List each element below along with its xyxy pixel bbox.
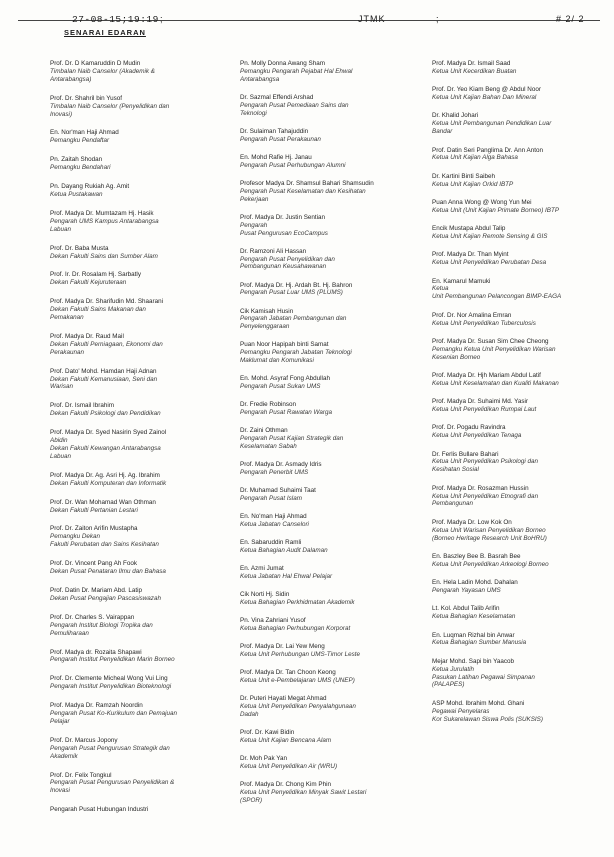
fax-sender-id: JTMK [358, 14, 386, 24]
fax-separator-2: ; [436, 14, 439, 24]
recipient-name: Prof. Dr. Pogadu Ravindra [432, 424, 506, 432]
recipient-name: Pn. Vina Zahriani Yusof [240, 617, 306, 625]
recipient-position: Pemangku Ketua Unit Penyelidikan Warisan [432, 345, 556, 353]
recipient-name: Prof. Madya Dr. Chong Kim Phin [240, 781, 331, 789]
recipient-entry [240, 308, 420, 332]
recipient-entry [50, 402, 226, 418]
recipient-position: Pengarah Pusat Penyelidikan dan [240, 255, 335, 263]
recipient-position: Pengarah Institut Penyelidikan Marin Borneo [50, 656, 175, 664]
recipient-entry [432, 424, 608, 440]
recipient-position: Teknologi [240, 109, 267, 117]
recipient-position: Ketua Bahagian Audit Dalaman [240, 547, 328, 555]
recipient-entry [432, 451, 608, 475]
recipient-entry [432, 519, 608, 543]
recipient-entry [432, 579, 608, 595]
recipient-entry [432, 338, 608, 362]
recipient-entry [50, 183, 226, 199]
recipient-name: Prof. Madya Dr. Raud Mail [50, 332, 124, 340]
recipient-entry [240, 94, 420, 118]
recipient-entry [50, 368, 226, 392]
recipient-entry [240, 643, 420, 659]
recipient-position: Pelajar [50, 717, 70, 725]
recipient-name: Mejar Mohd. Sapi bin Yaacob [432, 657, 515, 665]
recipient-name: Prof. Dr. Zaiton Arifin Mustapha [50, 525, 138, 533]
recipient-position: Pengarah Pusat Luar UMS (PLUMS) [240, 289, 343, 297]
recipient-position: Pengarah Pusat Perakaunan [240, 135, 321, 143]
recipient-name: Prof. Dr. Marcus Jopony [50, 736, 118, 744]
recipient-position: Pengarah UMS Kampus Antarabangsa [50, 217, 159, 225]
recipient-entry [50, 675, 226, 691]
recipient-position: (SPOR) [240, 796, 263, 804]
recipient-position: Pemangku Pengarah Jabatan Teknologi [240, 349, 352, 357]
recipient-position: Pemakanan [50, 314, 84, 322]
recipient-position: Abidin [50, 437, 68, 445]
recipient-position: Ketua Unit Kajian Orkid IBTP [432, 180, 514, 188]
recipient-entry [50, 333, 226, 357]
recipient-position: Antarabangsa) [50, 75, 92, 83]
recipient-entry [50, 649, 226, 665]
recipient-position: Pemangku Pengarah Pejabat Hal Ehwal [240, 67, 353, 75]
recipient-position: Ketua [432, 285, 449, 293]
recipient-name: Dr. Fredie Robinson [240, 401, 296, 409]
recipient-name: En. Baszley Bee B. Basrah Bee [432, 552, 521, 560]
recipient-name: Prof. Dr. Baba Musta [50, 244, 109, 252]
recipient-position: Pegawai Penyelaras [432, 707, 490, 715]
recipient-position: Pengarah Pusat Kajian Strategik dan [240, 435, 344, 443]
recipient-position: Pemangku Pendaftar [50, 137, 110, 145]
recipient-position: Pembangunan Keusahawanan [240, 263, 327, 271]
recipient-position: Pengarah Pusat Pengurusan Strategik dan [50, 744, 170, 752]
recipient-entry [432, 60, 608, 76]
recipient-entry [50, 499, 226, 515]
distribution-list-heading: SENARAI EDARAN [64, 28, 146, 37]
recipient-entry [432, 553, 608, 569]
distribution-column-2 [240, 60, 420, 815]
recipient-position: Ketua Jurulatih [432, 665, 475, 673]
recipient-name: En. No'man Haji Ahmad [240, 513, 307, 521]
recipient-position: Pemuliharaan [50, 629, 89, 637]
recipient-name: Prof. Madya dr. Rozaita Shapawi [50, 648, 142, 656]
recipient-entry [240, 461, 420, 477]
recipient-entry [432, 658, 608, 690]
recipient-position: Dekan Fakulti Kejuruteraan [50, 279, 127, 287]
recipient-entry [240, 128, 420, 144]
recipient-name: Prof. Dr. Kawi Bidin [240, 729, 295, 737]
recipient-position: Kesihatan Sosial [432, 466, 479, 474]
recipient-position: Pengarah Institut Penyelidikan Bioteknologi [50, 683, 172, 691]
recipient-position: Ketua Unit Penyelidikan Tenaga [432, 432, 522, 440]
recipient-position: Kor Sukarelawan Siswa Polis (SUKSIS) [432, 715, 543, 723]
recipient-name: Prof. Madya Dr. Hjh Mariam Abdul Latif [432, 371, 541, 379]
recipient-entry [50, 806, 226, 814]
recipient-position: Warisan [50, 383, 73, 391]
recipient-entry [50, 210, 226, 234]
recipient-position: Ketua Unit Penyelidikan Penyalahgunaan [240, 703, 356, 711]
distribution-column-1 [50, 60, 226, 825]
recipient-entry [240, 60, 420, 84]
recipient-name: Dr. Sulaiman Tahajuddin [240, 127, 309, 135]
recipient-entry [240, 214, 420, 238]
recipient-position: Dekan Fakulti Kemanusiaan, Seni dan [50, 375, 158, 383]
recipient-entry [432, 199, 608, 215]
recipient-entry [432, 485, 608, 509]
recipient-position: Pengarah Pusat Keselamatan dan Kesihatan [240, 187, 366, 195]
recipient-position: Ketua Unit Penyelidikan Etnografi dan [432, 492, 539, 500]
recipient-entry [50, 129, 226, 145]
recipient-position: Antarabangsa [240, 75, 280, 83]
recipient-entry [432, 251, 608, 267]
recipient-position: Ketua Bahagian Keselamatan [432, 613, 516, 621]
recipient-name: Prof. Madya Dr. Tan Choon Keong [240, 669, 336, 677]
recipient-name: Dr. Moh Pak Yan [240, 755, 288, 763]
recipient-position: Ketua Unit Kajian Remote Sensing & GIS [432, 233, 548, 241]
recipient-entry [240, 565, 420, 581]
recipient-position: Keselamatan Sabah [240, 443, 297, 451]
recipient-name: En. Mohd. Asyraf Fong Abdullah [240, 375, 330, 383]
recipient-name: En. Luqman Rizhal bin Anwar [432, 631, 515, 639]
recipient-position: Ketua Bahagian Perhubungan Korporat [240, 625, 351, 633]
recipient-entry [240, 591, 420, 607]
recipient-entry [240, 513, 420, 529]
recipient-position: Timbalan Naib Canselor (Penyelidikan dan [50, 102, 170, 110]
recipient-entry [240, 341, 420, 365]
recipient-position: Pengarah Yayasan UMS [432, 587, 501, 594]
recipient-position: Pengarah Pusat Ko-Kurikulum dan Pemajuan [50, 710, 178, 718]
recipient-name: Puan Anna Wong @ Wong Yun Mei [432, 198, 532, 206]
recipient-name: Dr. Muhamad Suhaimi Taat [240, 487, 316, 495]
recipient-entry [50, 560, 226, 576]
recipient-name: Encik Mustapa Abdul Talip [432, 225, 506, 233]
recipient-entry [50, 772, 226, 796]
recipient-entry [240, 427, 420, 451]
recipient-name: En. Hela Ladin Mohd. Dahalan [432, 579, 518, 587]
recipient-position: Fakulti Perubatan dan Sains Kesihatan [50, 541, 159, 549]
recipient-name: Prof. Dr. D Kamaruddin D Mudin [50, 60, 141, 67]
recipient-name: Prof. Dr. Ismail Ibrahim [50, 402, 115, 410]
recipient-position: Dekan Fakulti Sains dan Sumber Alam [50, 252, 158, 260]
recipient-position: Ketua Unit Kajian Bencana Alam [240, 737, 332, 745]
recipient-entry [432, 112, 608, 136]
recipient-entry [432, 312, 608, 328]
recipient-name: Prof. Dr. Vincent Pang Ah Fook [50, 560, 138, 568]
recipient-entry [432, 398, 608, 414]
recipient-entry [50, 298, 226, 322]
recipient-position: Pengarah Pusat Pemediaan Sains dan [240, 101, 349, 109]
recipient-position: Pasukan Latihan Pegawai Simpanan [432, 673, 535, 681]
recipient-position: Labuan [50, 225, 72, 233]
recipient-position: Dekan Pusat Pengajian Pascasiswazah [50, 594, 161, 602]
recipient-position: Pengarah [240, 221, 268, 229]
recipient-position: Dekan Fakulti Perniagaan, Ekonomi dan [50, 340, 163, 348]
recipient-position: (PALAPES) [432, 681, 465, 689]
recipient-entry [240, 669, 420, 685]
recipient-name: Prof. Dr. Charles S. Vairappan [50, 613, 135, 621]
recipient-name: Prof. Dr. Clemente Micheal Wong Vui Ling [50, 675, 168, 683]
recipient-name: Prof. Madya Dr. Asmady Idris [240, 461, 322, 469]
recipient-entry [432, 605, 608, 621]
recipient-position: Ketua Unit Penyelidikan Minyak Sawit Lestari [240, 789, 367, 797]
recipient-entry [240, 755, 420, 771]
recipient-name: Prof. Dr. Shahril bin Yusof [50, 94, 122, 102]
recipient-position: Bandar [432, 128, 453, 136]
recipient-position: (Borneo Heritage Research Unit BoHRU) [432, 534, 547, 542]
recipient-name: Dr. Ramzoni Ali Hassan [240, 247, 307, 255]
recipient-name: Prof. Madya Dr. Ramzah Noordin [50, 702, 143, 710]
recipient-position: Ketua Unit Penyelidikan Air (WRU) [240, 763, 338, 771]
recipient-name: Prof. Madya Dr. Low Kok On [432, 518, 512, 526]
recipient-name: Prof. Dr. Wan Mohamad Wan Othman [50, 498, 156, 506]
recipient-name: Prof. Madya Dr. Rosazman Hussin [432, 484, 529, 492]
recipient-position: Ketua Unit Kecerdikan Buatan [432, 67, 517, 75]
distribution-column-3 [432, 60, 608, 734]
recipient-position: Pemangku Bendahari [50, 164, 111, 172]
recipient-name: Prof. Madya Dr. Ag. Asri Hj. Ag. Ibrahim [50, 471, 160, 479]
recipient-position: Perakaunan [50, 348, 84, 356]
recipient-position: Ketua Unit Warisan Penyelidikan Borneo [432, 526, 546, 534]
recipient-name: Profesor Madya Dr. Shamsul Bahari Shamsudin [240, 179, 374, 187]
recipient-position: Timbalan Naib Canselor (Akademik & [50, 67, 155, 75]
recipient-position: Pengarah Penerbit UMS [240, 469, 309, 477]
recipient-entry [240, 375, 420, 391]
recipient-entry [240, 729, 420, 745]
recipient-name: Puan Noor Hapipah binti Samat [240, 341, 329, 349]
recipient-entry [50, 429, 226, 461]
recipient-name: Dr. Puteri Hayati Megat Ahmad [240, 695, 327, 703]
recipient-position: Ketua Unit Keselamatan dan Kualiti Makanan [432, 379, 559, 387]
recipient-name: Prof. Madya Dr. Ismail Saad [432, 60, 511, 67]
recipient-position: Pengarah Pusat Sukan UMS [240, 383, 321, 391]
recipient-entry [50, 525, 226, 549]
recipient-name: Prof. Datin Seri Panglima Dr. Ann Anton [432, 146, 543, 154]
recipient-entry [432, 372, 608, 388]
fax-timestamp: 27-08-15;19:19 [72, 14, 159, 25]
recipient-position: Pengarah Pusat Pengurusan Penyelidikan & [50, 779, 175, 787]
recipient-entry [50, 472, 226, 488]
recipient-position: Ketua Unit Penyelidikan Tuberculosis [432, 319, 536, 327]
recipient-position: Ketua Unit Penyelidikan Psikologi dan [432, 458, 539, 466]
recipient-name: Prof. Madya Dr. Than Myint [432, 251, 509, 259]
recipient-name: Dr. Zaini Othman [240, 427, 288, 435]
recipient-entry [432, 86, 608, 102]
recipient-name: Prof. Madya Dr. Susan Sim Chee Cheong [432, 337, 549, 345]
recipient-position: Inovasi [50, 787, 70, 795]
recipient-position: Pengarah Pusat Islam [240, 495, 302, 503]
recipient-position: Dekan Fakulti Komputeran dan Informatik [50, 479, 167, 487]
recipient-position: Pengarah Institut Biologi Tropika dan [50, 621, 153, 629]
recipient-position: Dekan Pusat Penataran Ilmu dan Bahasa [50, 568, 166, 576]
recipient-name: En. Sabaruddin Ramli [240, 539, 302, 547]
recipient-entry [432, 278, 608, 302]
recipient-position: Ketua Unit Kajian Bahan Dan Mineral [432, 94, 537, 102]
recipient-position: Pengarah Pusat Rawatan Warga [240, 409, 332, 417]
recipient-name: En. Kamarul Mamuki [432, 277, 491, 285]
recipient-name: Prof. Madya Dr. Justin Sentian [240, 213, 326, 221]
recipient-position: Dekan Fakulti Pertanian Lestari [50, 506, 138, 514]
recipient-position: Pengarah Jabatan Pembangunan dan [240, 315, 347, 323]
recipient-name: Prof. Dato' Mohd. Hamdan Haji Adnan [50, 367, 157, 375]
recipient-name: Prof. Madya Dr. Sharifudin Md. Shaarani [50, 298, 164, 306]
recipient-name: Prof. Madya Dr. Lai Yew Meng [240, 643, 325, 651]
recipient-position: Kesenian Borneo [432, 353, 481, 361]
recipient-name: Prof. Madya Dr. Suhaimi Md. Yasir [432, 398, 529, 406]
recipient-name: Pn. Dayang Rukiah Ag. Amit [50, 183, 130, 191]
recipient-entry [50, 702, 226, 726]
recipient-name: Prof. Madya Dr. Syed Nasirin Syed Zainol [50, 429, 167, 437]
recipient-position: Ketua Unit Penyelidikan Arkeologi Borneo [432, 560, 549, 568]
recipient-name: En. Azmi Jumat [240, 565, 284, 573]
recipient-name: Prof. Madya Dr. Mumtazam Hj. Hasik [50, 209, 154, 217]
recipient-entry [240, 781, 420, 805]
recipient-entry [240, 248, 420, 272]
recipient-position: Dadah [240, 711, 259, 719]
recipient-name: En. Nor'man Haji Ahmad [50, 129, 119, 137]
recipient-entry [240, 154, 420, 170]
recipient-name: Prof. Madya Dr. Hj. Ardah Bt. Hj. Bahron [240, 281, 353, 289]
recipient-entry [432, 632, 608, 648]
recipient-entry [50, 60, 226, 84]
recipient-entry [432, 173, 608, 189]
recipient-position: Ketua Jabatan Hal Ehwal Pelajar [240, 573, 333, 581]
recipient-position: Labuan [50, 452, 72, 460]
recipient-position: Ketua Jabatan Canselori [240, 521, 309, 529]
recipient-name: Cik Kamisah Husin [240, 307, 294, 315]
recipient-entry [50, 737, 226, 761]
recipient-position: Ketua Unit Penyelidikan Perubatan Desa [432, 259, 547, 267]
recipient-name: Lt. Kol. Abdul Talib Arifin [432, 605, 500, 613]
recipient-position: Ketua Unit Perhubungan UMS-Timor Leste [240, 651, 360, 659]
recipient-name: Prof. Ir. Dr. Rosalam Hj. Sarbatly [50, 271, 141, 279]
recipient-position: Pembangunan [432, 500, 473, 508]
recipient-position: Inovasi) [50, 110, 73, 118]
recipient-name: En. Mohd Rafie Hj. Janau [240, 153, 312, 161]
recipient-name: Dr. Khalid Johari [432, 112, 479, 120]
recipient-entry [240, 401, 420, 417]
recipient-position: Ketua Bahagian Perkhidmatan Akademik [240, 599, 355, 607]
recipient-name: Cik Norti Hj. Sidin [240, 591, 290, 599]
recipient-name: Pengarah Pusat Hubungan Industri [50, 806, 149, 814]
recipient-name: Dr. Ferlis Bullare Bahari [432, 450, 499, 458]
recipient-position: Ketua Unit (Unit Kajian Primate Borneo) IBTP [432, 206, 560, 214]
recipient-entry [50, 614, 226, 638]
recipient-entry [432, 700, 608, 724]
fax-page-number: # 2/ 2 [556, 14, 585, 24]
recipient-position: Ketua Unit Penyelidikan Rumpai Laut [432, 406, 537, 414]
recipient-position: Pekerjaan [240, 195, 269, 203]
recipient-entry [50, 245, 226, 261]
recipient-name: ASP Mohd. Ibrahim Mohd. Ghani [432, 699, 525, 707]
recipient-entry [50, 587, 226, 603]
recipient-position: Dekan Fakulti Sains Makanan dan [50, 306, 146, 314]
recipient-position: Dekan Fakulti Kewangan Antarabangsa [50, 445, 161, 452]
recipient-name: Prof. Dr. Yeo Kiam Beng @ Abdul Noor [432, 86, 541, 94]
recipient-entry [50, 95, 226, 119]
recipient-position: Pengarah Pusat Perhubungan Alumni [240, 161, 346, 169]
recipient-position: Ketua Bahagian Sumber Manusia [432, 639, 527, 647]
recipient-name: Pn. Molly Donna Awang Sham [240, 60, 325, 67]
recipient-position: Pusat Pengurusan EcoCampus [240, 229, 328, 237]
recipient-position: Pemangku Dekan [50, 533, 101, 541]
recipient-name: Dr. Kartini Binti Saibeh [432, 172, 495, 180]
recipient-position: Ketua Unit Kajian Alga Bahasa [432, 154, 518, 162]
recipient-position: Maklumat dan Komunikasi [240, 357, 314, 365]
recipient-name: Dr. Sazmal Effendi Arshad [240, 93, 314, 101]
recipient-entry [240, 487, 420, 503]
recipient-position: Ketua Unit e-Pembelajaran UMS (UNEP) [240, 677, 355, 685]
recipient-position: Dekan Fakulti Psikologi dan Pendidikan [50, 410, 161, 418]
recipient-entry [240, 282, 420, 298]
recipient-entry [240, 617, 420, 633]
recipient-position: Ketua Unit Pembangunan Pendidikan Luar [432, 120, 552, 128]
recipient-name: Pn. Zaitah Shodan [50, 156, 103, 164]
recipient-name: Prof. Dr. Felix Tongkul [50, 771, 112, 779]
recipient-name: Prof. Datin Dr. Mariam Abd. Latip [50, 586, 143, 594]
recipient-entry [50, 271, 226, 287]
recipient-entry [240, 180, 420, 204]
recipient-entry [432, 147, 608, 163]
recipient-name: Prof. Dr. Nor Amalina Emran [432, 311, 512, 319]
fax-separator: ; [160, 14, 163, 24]
recipient-position: Penyelenggaraan [240, 323, 290, 331]
recipient-entry [240, 539, 420, 555]
recipient-entry [432, 225, 608, 241]
recipient-position: Unit Pembangunan Pelancongan BIMP-EAGA [432, 293, 562, 301]
recipient-entry [50, 156, 226, 172]
recipient-position: Akademik [50, 752, 78, 760]
recipient-position: Ketua Pustakawan [50, 190, 103, 198]
recipient-entry [240, 695, 420, 719]
